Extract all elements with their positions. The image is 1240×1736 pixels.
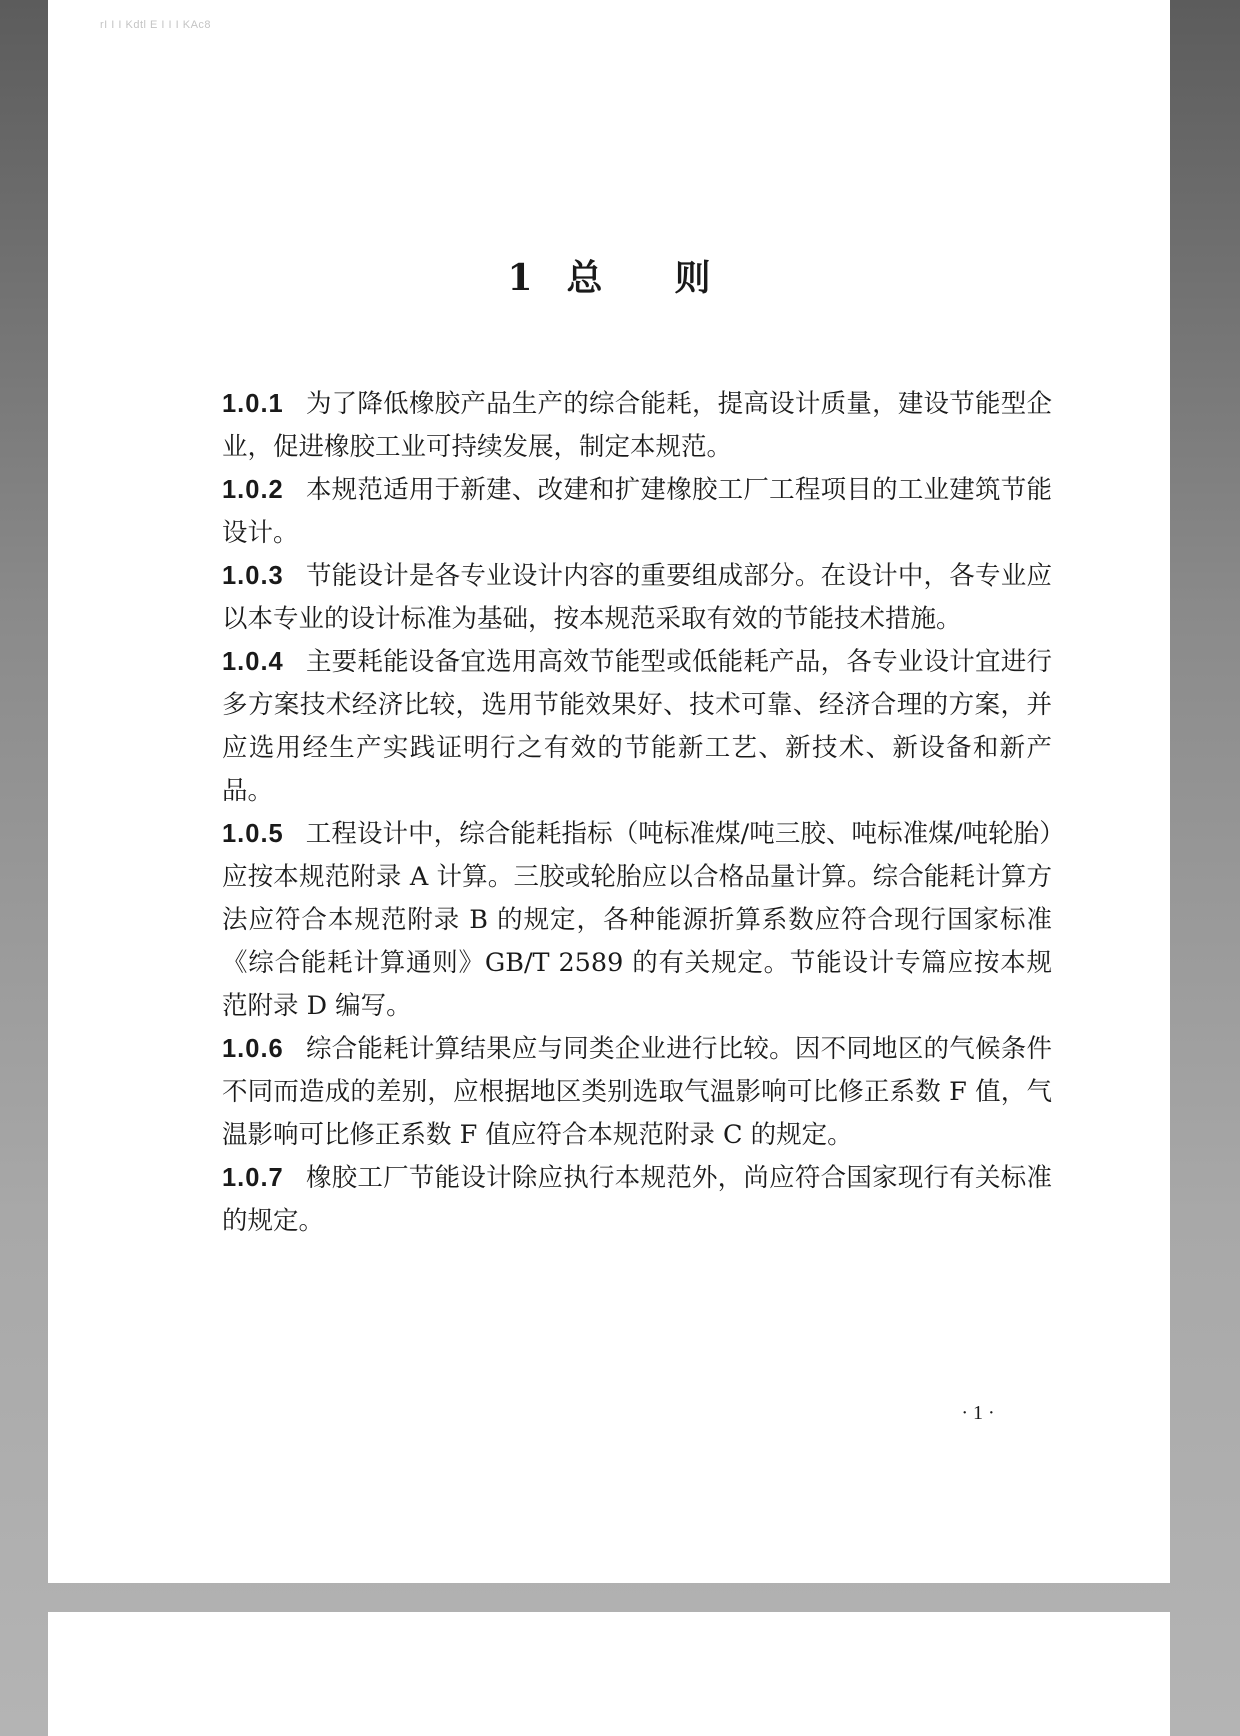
clause-1-0-2 <box>222 469 1052 555</box>
clause-text: 综合能耗计算结果应与同类企业进行比较。因不同地区的气候条件不同而造成的差别，应根据地区类别选取气温影响可比修正系数 F 值，气温影响可比修正系数 F 值应符合本规范附录 C 的规定。 <box>222 1034 1052 1150</box>
clause-1-0-3 <box>222 555 1052 641</box>
clause-1-0-4 <box>222 641 1052 813</box>
clause-number: 1.0.7 <box>222 1164 284 1192</box>
clause-1-0-1 <box>222 383 1052 469</box>
clause-1-0-6 <box>222 1028 1052 1157</box>
clause-text: 主要耗能设备宜选用高效节能型或低能耗产品，各专业设计宜进行多方案技术经济比较，选用节能效果好、技术可靠、经济合理的方案，并应选用经生产实践证明行之有效的节能新工艺、新技术、新设备和新产品。 <box>222 647 1052 806</box>
clause-text: 节能设计是各专业设计内容的重要组成部分。在设计中，各专业应以本专业的设计标准为基础，按本规范采取有效的节能技术措施。 <box>222 561 1052 634</box>
clause-number: 1.0.6 <box>222 1035 284 1063</box>
clause-text: 为了降低橡胶产品生产的综合能耗，提高设计质量，建设节能型企业，促进橡胶工业可持续发展，制定本规范。 <box>222 389 1052 462</box>
document-page <box>48 0 1170 1583</box>
clause-number: 1.0.2 <box>222 476 284 504</box>
next-document-page <box>48 1612 1170 1736</box>
chapter-title <box>48 250 1170 301</box>
clause-text: 工程设计中，综合能耗指标（吨标准煤/吨三胶、吨标准煤/吨轮胎）应按本规范附录 A 计算。三胶或轮胎应以合格品量计算。综合能耗计算方法应符合本规范附录 B 的规定，各种能源折算系数应符合现行国家标准《综合能耗计算通则》GB/T 2589 的有关规定。节能设计专篇应按本规范附录 D 编写。 <box>222 819 1052 1021</box>
clause-text: 本规范适用于新建、改建和扩建橡胶工厂工程项目的工业建筑节能设计。 <box>222 475 1052 548</box>
chapter-title-text: 总则 <box>566 257 783 299</box>
clause-number: 1.0.3 <box>222 562 284 590</box>
clause-number: 1.0.1 <box>222 390 284 418</box>
clause-list <box>222 383 1052 1243</box>
clause-text: 橡胶工厂节能设计除应执行本规范外，尚应符合国家现行有关标准的规定。 <box>222 1163 1052 1236</box>
page-number: · 1 · <box>961 1402 995 1424</box>
clause-1-0-5 <box>222 813 1052 1028</box>
clause-number: 1.0.5 <box>222 820 284 848</box>
clause-1-0-7 <box>222 1157 1052 1243</box>
chapter-number: 1 <box>507 257 533 299</box>
clause-number: 1.0.4 <box>222 648 284 676</box>
watermark-text: rI I I Kdtl E I I I KAc8 <box>100 19 212 31</box>
